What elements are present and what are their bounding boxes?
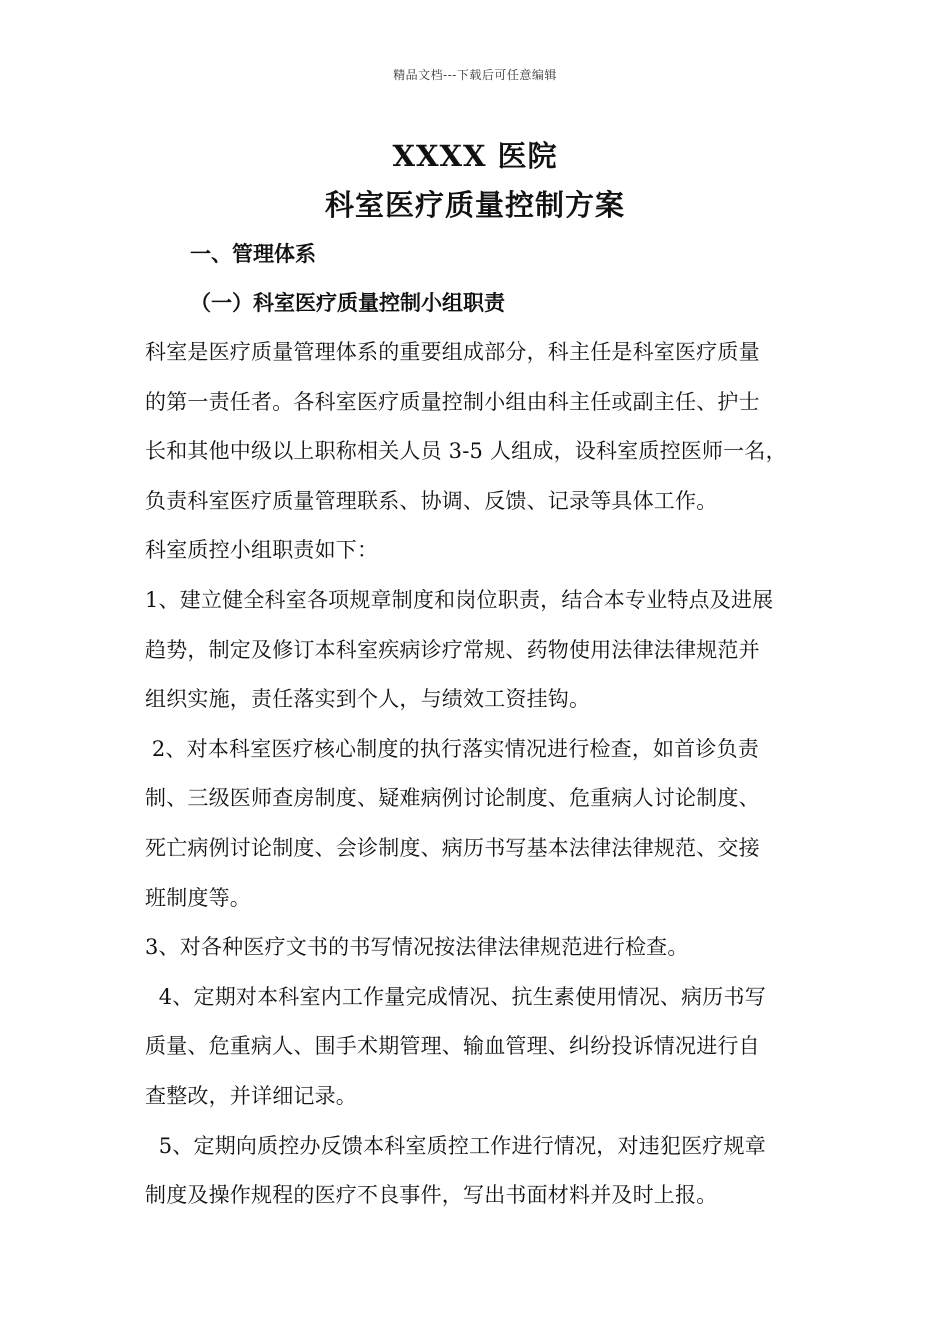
paragraph-4-line-2: 制、三级医师查房制度、疑难病例讨论制度、危重病人讨论制度、 [145,786,760,810]
paragraph-1-line-2: 的第一责任者。各科室医疗质量控制小组由科主任或副主任、护士 [145,390,760,414]
paragraph-4-line-3: 死亡病例讨论制度、会诊制度、病历书写基本法律法律规范、交接 [145,836,760,860]
subsection-heading-qc-group-duties: （一）科室医疗质量控制小组职责 [190,290,505,315]
header-note: 精品文档---下载后可任意编辑 [393,68,557,82]
document-title-plan: 科室医疗质量控制方案 [324,188,625,222]
paragraph-1-line-4: 负责科室医疗质量管理联系、协调、反馈、记录等具体工作。 [145,489,718,513]
paragraph-1-line-3: 长和其他中级以上职称相关人员 3-5 人组成，设科室质控医师一名， [145,439,787,463]
paragraph-7-line-1: 5、定期向质控办反馈本科室质控工作进行情况，对违犯医疗规章 [145,1134,766,1158]
paragraph-3-line-2: 趋势，制定及修订本科室疾病诊疗常规、药物使用法律法律规范并 [145,638,760,662]
paragraph-4-line-4: 班制度等。 [145,886,251,910]
paragraph-6-line-3: 查整改，并详细记录。 [145,1084,357,1108]
paragraph-5-line-1: 3、对各种医疗文书的书写情况按法律法律规范进行检查。 [145,935,689,959]
section-heading-management-system: 一、管理体系 [190,241,316,266]
paragraph-6-line-1: 4、定期对本科室内工作量完成情况、抗生素使用情况、病历书写 [145,985,766,1009]
paragraph-1-line-1: 科室是医疗质量管理体系的重要组成部分，科主任是科室医疗质量 [145,340,760,364]
paragraph-3-line-3: 组织实施，责任落实到个人，与绩效工资挂钩。 [145,687,591,711]
paragraph-3-line-1: 1、建立健全科室各项规章制度和岗位职责，结合本专业特点及进展 [145,588,774,612]
paragraph-4-line-1: 2、对本科室医疗核心制度的执行落实情况进行检查，如首诊负责 [145,737,760,761]
paragraph-6-line-2: 质量、危重病人、围手术期管理、输血管理、纠纷投诉情况进行自 [145,1034,760,1058]
paragraph-7-line-2: 制度及操作规程的医疗不良事件，写出书面材料并及时上报。 [145,1183,718,1207]
document-title-hospital: XXXX 医院 [392,139,558,173]
paragraph-2-line-1: 科室质控小组职责如下： [145,538,379,562]
